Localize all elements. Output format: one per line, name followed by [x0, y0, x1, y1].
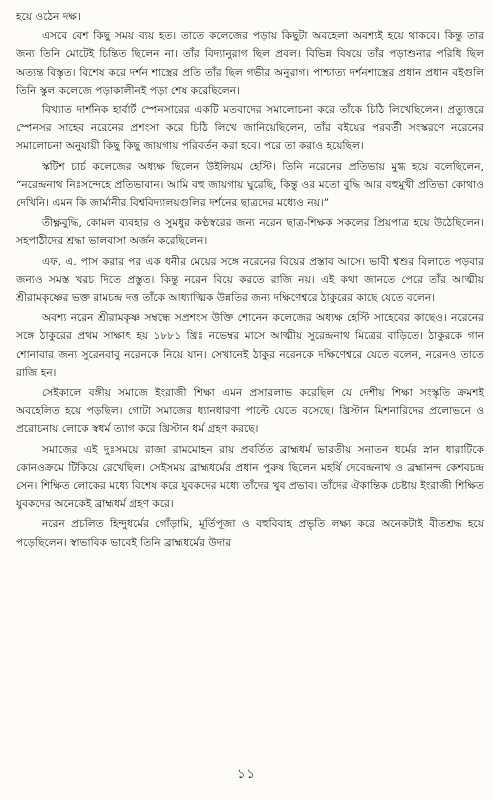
paragraph-3: বিখ্যাত দার্শনিক হার্বার্ট স্পেনসারের একটি মতবাদের সমালোচনা করে তাঁকে চিঠি লিখেছিলেন। প্রত্যুত্তরে স্পেনসর সাহেব নরেনের প্রশংসা করে চিঠি লিখে জানিয়েছিলেন, তাঁর বইয়ের পরবর্তী সংস্করণে নরেনের সমালোচনা অনুযায়ী কিছু কিছু জায়গায় পরিবর্তন করা হবে। পরে তা করাও হয়েছিল। — [16, 104, 484, 153]
paragraph-6: এফ. এ. পাস করার পর এক ধনীর মেয়ের সঙ্গে নরেনের বিয়ের প্রস্তাব আসে। ভাবী শ্বশুর বিলাতে পড়বার জন্যও সমস্ত খরচ দিতে প্রস্তুত। কিন্তু নরেন বিয়ে করতে রাজি নয়। এই কথা জানতে পেরে তাঁর আত্মীয় শ্রীরামকৃষ্ণের ভক্ত রামচন্দ্র দত্ত তাঁকে আধ্যাত্মিক উন্নতির জন্য দক্ষিণেশ্বরে ঠাকুরের কাছে যেতে বলেন। — [16, 255, 484, 305]
paragraph-2: এসবে বেশ কিছু সময় ব্যয় হত। তাতে কলেজের পড়ায় কিছুটা অবহেলা অবশ্যই হয়ে থাকবে। কিন্তু তার জন্য তিনি মোটেই চিন্তিত ছিলেন না। তাঁর বিদ্যানুরাগ ছিল প্রবল। বিভিন্ন বিষয়ে তাঁর পড়াশুনার পরিধি ছিল অত্যন্ত বিস্তৃত। বিশেষ করে দর্শন শাস্ত্রের প্রতি তাঁর ছিল গভীর অনুরাগ। পাশ্চাত্য দর্শনশাস্ত্রের প্রধান প্রধান বইগুলি তিনি স্কুল কলেজে পড়াকালীনই পড়া শেষ করেছিলেন। — [16, 30, 484, 97]
paragraph-5: তীক্ষ্ণবুদ্ধি, কোমল ব্যবহার ও সুমধুর কণ্ঠস্বরের জন্য নরেন ছাত্র-শিক্ষক সকলের প্রিয়পাত্র হয়ে উঠেছিলেন। সহপাঠীদের শ্রদ্ধা ভালবাসা অর্জন করেছিলেন। — [16, 217, 484, 248]
page-body — [16, 8, 484, 768]
paragraph-9: সমাজের এই দুঃসময়ে রাজা রামমোহন রায় প্রবর্তিত ব্রাহ্মধর্ম ভারতীয় সনাতন ধর্মের স্নান ধারাটিকে কোনওক্রমে টিকিয়ে রেখেছিল। সেইসময় ব্রাহ্মধর্মের প্রধান পুরুষ ছিলেন মহর্ষি দেবেন্দ্রনাথ ও ব্রহ্মানন্দ কেশবচন্দ্র সেন। শিক্ষিত লোকের মধ্যে বিশেষ করে যুবকদের মধ্যে তাঁদের খুব প্রভাব। তাঁদের ঐকান্তিক চেষ্টায় ইংরাজী শিক্ষিত যুবকদের অনেকেই ব্রাহ্মধর্ম গ্রহণ করে। — [16, 443, 484, 511]
paragraph-8: সেইকালে বঙ্গীয় সমাজে ইংরাজী শিক্ষা এমন প্রসারলাভ করেছিল যে দেশীয় শিক্ষা সংস্কৃতি ক্রমশই অবহেলিত হয়ে পড়ছিল। গোটা সমাজের ধ্যানধারণা পাল্টে যেতে বসেছে। খ্রিস্টান মিশনারিদের প্রলোভনে ও প্ররোচনায় লোকে স্বধর্ম ত্যাগ করে খ্রিস্টান ধর্ম গ্রহণ করছে। — [16, 387, 484, 436]
page-number: ১১ — [237, 767, 256, 782]
paragraph-7: অবশ্য নরেন শ্রীরামকৃষ্ণ সম্বন্ধে সপ্রশংস উক্তি শোনেন কলেজের অধ্যক্ষ হেস্টি সাহেবের কাছেও। নরেনের সঙ্গে ঠাকুরের প্রথম সাক্ষাৎ হয় ১৮৮১ খ্রিঃ নভেম্বর মাসে আত্মীয় সুরেন্দ্রনাথ মিত্রের বাড়িতে। ঠাকুরকে গান শোনাবার জন্য সুরেনবাবু নরেনকে নিয়ে যান। সেখানেই ঠাকুর নরেনকে দক্ষিণেশ্বরে যেতে বলেন, নরেনও তাতে রাজি হন। — [16, 312, 484, 379]
paragraph-10: নরেন প্রচলিত হিন্দুধর্মের গোঁড়ামি, মূর্তিপূজা ও বহুবিবাহ প্রভৃতি লক্ষ্য করে অনেকটাই বীতশ্রদ্ধ হয়ে পড়েছিলেন। স্বাভাবিক ভাবেই তিনি ব্রাহ্মধর্মের উদার — [16, 518, 484, 549]
paragraph-1: হয়ে ওঠেন দক্ষ। — [16, 11, 81, 23]
paragraph-4: স্কটিশ চার্চ কলেজের অধ্যক্ষ ছিলেন উইলিয়ম হেস্টি। তিনি নরেনের প্রতিভায় মুগ্ধ হয়ে বলেছিলেন, “নরেন্দ্রনাথ নিঃসন্দেহে প্রতিভাবান। আমি বহু জায়গায় ঘুরেছি, কিন্তু ওর মতো বুদ্ধি আর বহুমুখী প্রতিভা কোথাও দেখিনি। এমন কি জার্মানীর বিশ্ববিদ্যালয়গুলির দর্শনের ছাত্রদের মধ্যেও নয়।” — [16, 160, 484, 210]
